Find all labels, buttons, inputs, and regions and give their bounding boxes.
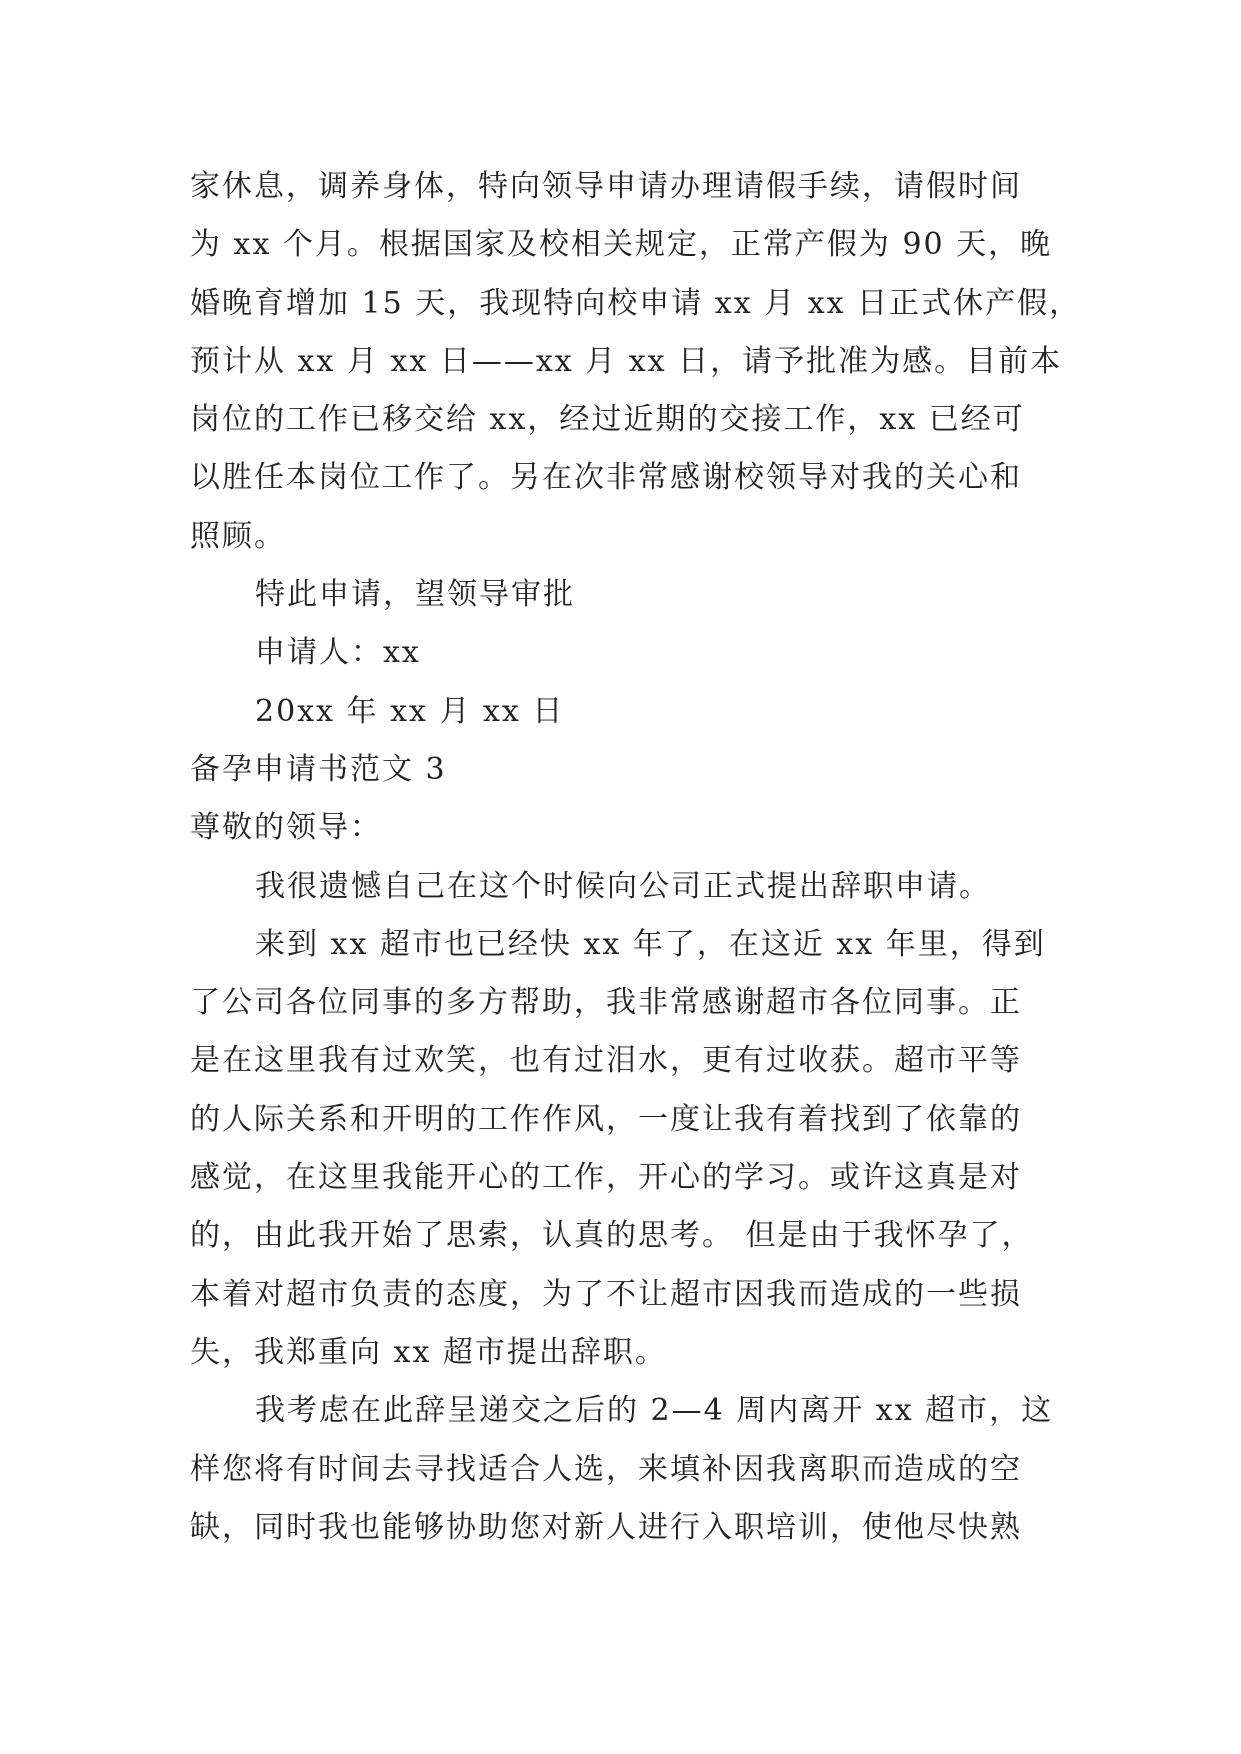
paragraph-line: 我很遗憾自己在这个时候向公司正式提出辞职申请。 <box>255 868 991 904</box>
applicant-line: 申请人：xx <box>255 635 421 671</box>
paragraph-line: 婚晚育增加 15 天，我现特向校申请 xx 月 xx 日正式休产假， <box>190 285 1082 321</box>
paragraph-line: 的人际关系和开明的工作作风，一度让我有着找到了依靠的 <box>190 1101 1022 1137</box>
paragraph-line: 来到 xx 超市也已经快 xx 年了，在这近 xx 年里，得到 <box>255 926 1046 962</box>
paragraph-line: 缺，同时我也能够协助您对新人进行入职培训，使他尽快熟 <box>190 1509 1022 1545</box>
paragraph-line: 样您将有时间去寻找适合人选，来填补因我离职而造成的空 <box>190 1451 1022 1487</box>
paragraph-line: 照顾。 <box>190 518 286 554</box>
paragraph-line: 我考虑在此辞呈递交之后的 2—4 周内离开 xx 超市，这 <box>255 1393 1054 1429</box>
paragraph-line: 感觉，在这里我能开心的工作，开心的学习。或许这真是对 <box>190 1160 1022 1196</box>
paragraph-line: 了公司各位同事的多方帮助，我非常感谢超市各位同事。正 <box>190 985 1022 1021</box>
section-heading: 备孕申请书范文 3 <box>190 751 447 787</box>
paragraph-line: 预计从 xx 月 xx 日——xx 月 xx 日，请予批准为感。目前本 <box>190 343 1063 379</box>
paragraph-line: 为 xx 个月。根据国家及校相关规定，正常产假为 90 天，晚 <box>190 227 1053 263</box>
paragraph-line: 本着对超市负责的态度，为了不让超市因我而造成的一些损 <box>190 1276 1022 1312</box>
paragraph-line: 的，由此我开始了思索，认真的思考。 但是由于我怀孕了， <box>190 1218 1034 1254</box>
paragraph-line: 家休息，调养身体，特向领导申请办理请假手续，请假时间 <box>190 169 1022 204</box>
paragraph-line: 岗位的工作已移交给 xx，经过近期的交接工作，xx 已经可 <box>190 402 1025 438</box>
date-line: 20xx 年 xx 月 xx 日 <box>255 693 565 729</box>
closing-request-line: 特此申请，望领导审批 <box>255 577 575 613</box>
paragraph-line: 以胜任本岗位工作了。另在次非常感谢校领导对我的关心和 <box>190 460 1022 496</box>
paragraph-line: 是在这里我有过欢笑，也有过泪水，更有过收获。超市平等 <box>190 1043 1022 1079</box>
document-body <box>190 158 1082 1557</box>
paragraph-line: 失，我郑重向 xx 超市提出辞职。 <box>190 1334 667 1370</box>
salutation: 尊敬的领导： <box>190 810 382 846</box>
